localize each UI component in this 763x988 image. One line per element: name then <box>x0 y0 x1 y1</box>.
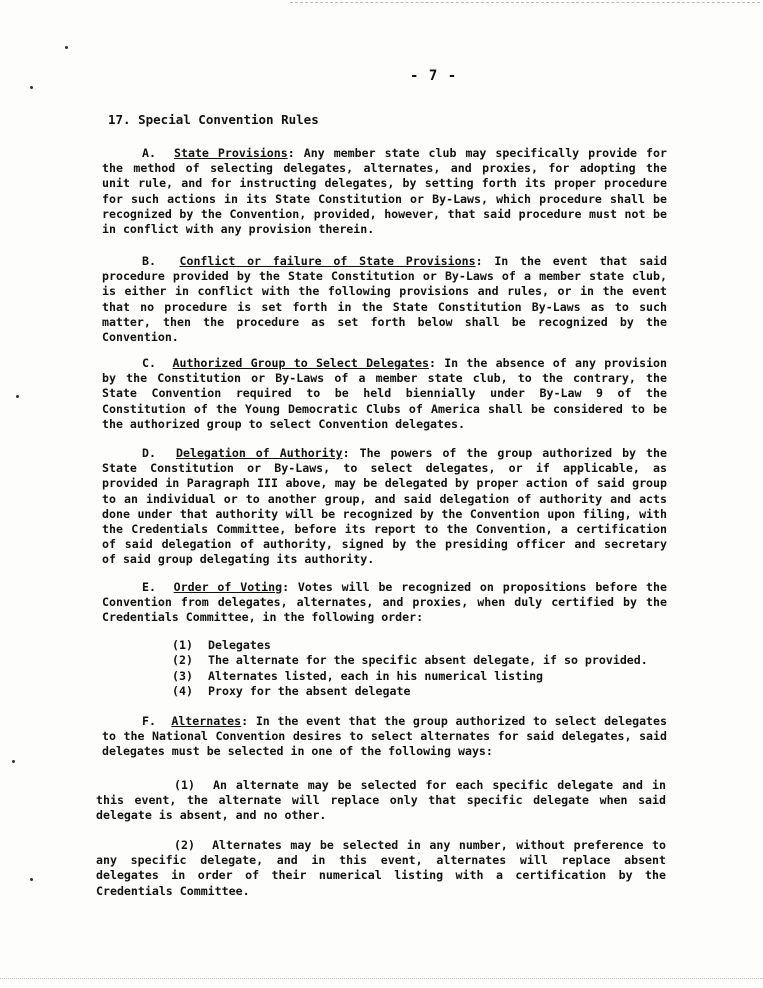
list-item <box>172 653 648 668</box>
scan-speck <box>30 878 33 881</box>
paragraph-heading: State Provisions <box>174 146 288 160</box>
voting-order-list <box>172 638 648 700</box>
sub-item-number: (1) <box>174 778 195 792</box>
paragraph-label: D. <box>142 446 156 460</box>
paragraph-label: C. <box>142 356 156 370</box>
list-item <box>172 669 648 684</box>
list-text: The alternate for the specific absent delegate, if so provided. <box>208 653 648 668</box>
list-number: (1) <box>172 638 193 652</box>
paragraph-text: : Votes will be recognized on propositions before the Convention from delegates, alternates, and proxies, when duly certified by the Credentials Committee, in the following order: <box>102 580 667 625</box>
paragraph-alternates <box>102 714 667 760</box>
paragraph-text: : Any member state club may specifically provide for the method of selecting delegates, alternates, and proxies, for adopting the unit rule, and for instructing delegates, by setting forth its proper procedure for such actions in its State Constitution or By-Laws, which procedure shall be recognized by the Convention, provided, however, that said procedure must not be in conflict with any provision therein. <box>102 146 667 237</box>
list-number: (2) <box>172 653 193 668</box>
paragraph-authorized-group <box>102 356 667 432</box>
scan-speck <box>65 46 68 49</box>
paragraph-label: A. <box>142 146 156 160</box>
list-item <box>172 638 648 653</box>
paragraph-heading: Alternates <box>171 714 242 728</box>
paragraph-text: : The powers of the group authorized by the State Constitution or By-Laws, to select delegates, or if applicable, as provided in Paragraph III above, may be delegated by proper action of said group to an individual or to another group, and said delegation of authority and acts done under that authority will be recognized by the Convention upon filing, with the Credentials Committee, before its report to the Convention, a certification of said delegation of authority, signed by the presiding officer and secretary of said group delegating its authority. <box>102 446 667 567</box>
sub-item-number: (2) <box>174 838 195 852</box>
paragraph-label: F. <box>142 714 156 728</box>
paragraph-state-provisions <box>102 146 667 237</box>
paragraph-heading: Authorized Group to Select Delegates <box>172 356 429 370</box>
paragraph-text: : In the event that said procedure provided by the State Constitution or By-Laws of a member state club, is either in conflict with the following provisions and rules, or in the event that no procedure is set forth in the State Constitution By-Laws as to such matter, then the procedure as set forth below shall be recognized by the Convention. <box>102 254 667 345</box>
paragraph-label: B. <box>142 254 156 268</box>
paragraph-heading: Delegation of Authority <box>176 446 343 460</box>
list-text: Delegates <box>208 638 271 652</box>
sub-item-text: Alternates may be selected in any number, without preference to any specific delegate, and in this event, alternates will replace absent delegates in order of their numerical listing with a certification by the Credentials Committee. <box>96 838 666 898</box>
paragraph-order-of-voting <box>102 580 667 626</box>
alternates-option-1 <box>96 778 666 824</box>
list-number: (3) <box>172 668 193 683</box>
scan-edge-top <box>290 2 760 3</box>
sub-item-text: An alternate may be selected for each specific delegate and in this event, the alternate will replace only that specific delegate when said delegate is absent, and no other. <box>96 778 666 823</box>
list-number: (4) <box>172 684 193 699</box>
section-title: 17. Special Convention Rules <box>108 112 319 127</box>
scan-speck <box>16 395 19 398</box>
paragraph-heading: Order of Voting <box>173 580 283 594</box>
paragraph-label: E. <box>142 580 156 594</box>
paragraph-text: : In the event that the group authorized to select delegates to the National Convention desires to select alternates for said delegates, said delegates must be selected in one of the following ways: <box>102 714 667 759</box>
paragraph-heading: Conflict or failure of State Provisions <box>179 254 476 268</box>
scan-edge-bottom <box>0 978 763 979</box>
list-item <box>172 684 648 699</box>
paragraph-delegation <box>102 446 667 568</box>
alternates-option-2 <box>96 838 666 899</box>
list-text: Alternates listed, each in his numerical listing <box>208 668 544 683</box>
page-number: - 7 - <box>410 68 458 84</box>
paragraph-text: : In the absence of any provision by the Constitution or By-Laws of a member state club, to the contrary, the State Convention required to be held biennially under By-Law 9 of the Constitution of the Young Democratic Clubs of America shall be considered to be the authorized group to select Convention delegates. <box>102 356 668 431</box>
scan-speck <box>12 760 15 763</box>
list-text: Proxy for the absent delegate <box>208 684 411 699</box>
scan-speck <box>30 86 33 89</box>
paragraph-conflict <box>102 254 667 345</box>
